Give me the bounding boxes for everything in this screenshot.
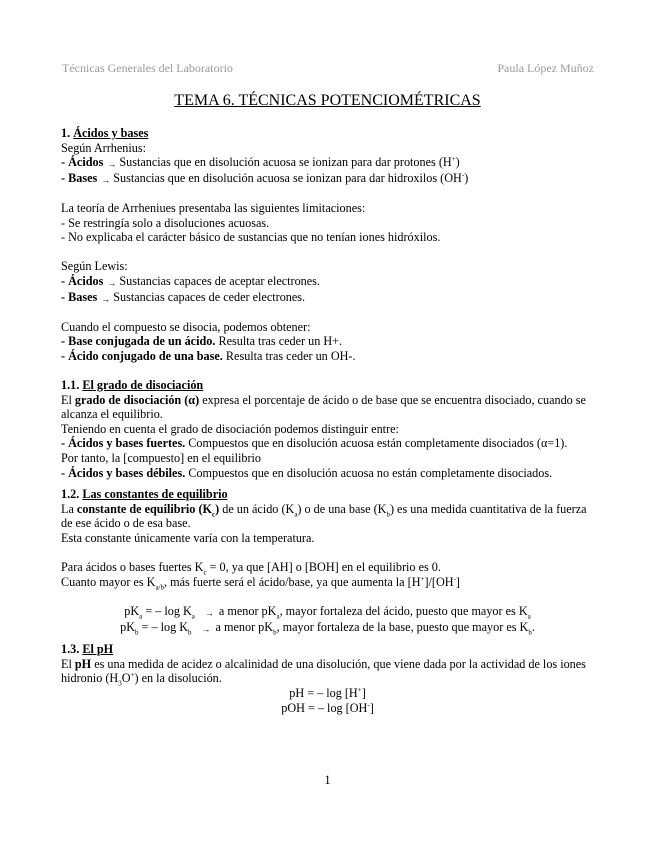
text: ] xyxy=(369,700,374,715)
limitations-intro: La teoría de Arrheniues presentaba las siguientes limitaciones: xyxy=(61,200,366,215)
text: a menor pK xyxy=(215,619,274,634)
term-label: constante de equilibrio (K xyxy=(76,501,212,516)
term-label: - Bases xyxy=(61,289,98,304)
document-body xyxy=(61,126,594,715)
superscript: + xyxy=(357,685,362,694)
ph-definition xyxy=(61,657,594,686)
document-title: TEMA 6. TÉCNICAS POTENCIOMÉTRICAS xyxy=(174,92,481,109)
lewis-intro: Según Lewis: xyxy=(61,259,128,274)
definition-text: Sustancias capaces de aceptar electrones. xyxy=(119,273,320,288)
text: , mayor fortaleza de la base, puesto que mayor es K xyxy=(276,619,529,634)
section-number: 1.2. xyxy=(61,487,83,502)
text: O xyxy=(121,671,131,686)
subscript: a xyxy=(191,612,195,621)
subscript: b xyxy=(386,510,390,519)
superscript: - xyxy=(367,700,370,709)
text: a menor pK xyxy=(218,604,277,618)
arrow-icon: → xyxy=(201,623,211,634)
conjugate-acid xyxy=(61,349,594,364)
subscript: c xyxy=(212,510,216,519)
limitation-item: - Se restringía solo a disoluciones acuosas. xyxy=(61,215,270,230)
arrow-icon: → xyxy=(101,174,111,185)
text: pOH = – log [OH xyxy=(281,700,368,715)
text: ] xyxy=(455,574,460,589)
definition-text: Resulta tras ceder un OH-. xyxy=(222,348,356,363)
section-title: El pH xyxy=(82,642,114,657)
section-1-1-heading xyxy=(61,378,594,393)
definition-text: Compuestos que en disolución acuosa no están completamente disociados. xyxy=(185,465,553,480)
page-number: 1 xyxy=(324,773,331,787)
arrow-icon: → xyxy=(101,293,111,304)
term-label: - Bases xyxy=(61,170,98,185)
subscript: a xyxy=(139,612,143,621)
section-1-heading xyxy=(61,126,594,141)
dissociation-definition xyxy=(61,393,594,422)
superscript: + xyxy=(130,671,135,680)
pkb-formula xyxy=(61,620,594,636)
section-1-2-heading xyxy=(61,487,594,502)
dissociation-intro: Teniendo en cuenta el grado de disociación podemos distinguir entre: xyxy=(61,421,399,436)
arrow-icon: → xyxy=(107,277,117,288)
text: Para ácidos o bases fuertes K xyxy=(61,560,204,575)
text: ] xyxy=(361,685,366,700)
text: = 0, ya que [AH] o [BOH] en el equilibrio es 0. xyxy=(206,560,441,575)
conjugate-base xyxy=(61,334,594,349)
text: ) xyxy=(215,501,220,516)
lewis-base xyxy=(61,290,594,306)
subscript: b xyxy=(273,628,277,637)
text: es una medida de acidez o alcalinidad de una disolución, que viene dada por la actividad de los iones hidronio (H xyxy=(61,656,586,686)
term-label: - Ácidos y bases fuertes. xyxy=(61,436,186,451)
text: , más fuerte será el ácido/base, ya que aumenta la [H xyxy=(164,574,421,589)
text: de un ácido (K xyxy=(219,501,295,516)
dissociation-intro: Cuando el compuesto se disocia, podemos obtener: xyxy=(61,319,311,334)
superscript: + xyxy=(420,574,425,583)
definition-text: Sustancias que en disolución acuosa se ionizan para dar protones (H xyxy=(119,155,452,170)
strong-acids-bases xyxy=(61,436,594,451)
text: Cuanto mayor es K xyxy=(61,574,156,589)
text: = – log K xyxy=(138,619,189,634)
section-number: 1.3. xyxy=(61,642,83,657)
text: El xyxy=(61,656,75,671)
definition-text: Compuestos que en disolución acuosa están completamente disociados (α=1). xyxy=(185,436,568,451)
term-label: - Ácidos xyxy=(61,273,104,288)
text: . xyxy=(531,619,535,634)
temperature-note: Esta constante únicamente varía con la temperatura. xyxy=(61,531,315,546)
weak-acids-bases xyxy=(61,466,594,481)
subscript: a xyxy=(276,612,280,621)
equilibrium-constant-definition xyxy=(61,502,594,531)
subscript: b xyxy=(135,628,139,637)
text: pK xyxy=(124,604,140,618)
section-number: 1.1. xyxy=(61,378,83,393)
strong-kc-note xyxy=(61,560,594,575)
section-title: Ácidos y bases xyxy=(73,126,149,140)
arrow-icon: → xyxy=(204,608,214,618)
subscript: a/b xyxy=(155,583,164,592)
pka-formula xyxy=(61,604,594,620)
section-1-3-heading xyxy=(61,642,594,657)
arrhenius-intro: Según Arrhenius: xyxy=(61,140,146,155)
text: , mayor fortaleza del ácido, puesto que mayor es K xyxy=(279,604,528,618)
subscript: b xyxy=(528,628,532,637)
term-label: - Ácidos xyxy=(61,155,104,170)
text: La xyxy=(61,501,77,516)
text: ) en la disolución. xyxy=(134,671,222,686)
header-author: Paula López Muñoz xyxy=(497,61,594,75)
subscript: a xyxy=(294,510,298,519)
header-course-title: Técnicas Generales del Laboratorio xyxy=(62,61,233,75)
term-label: - Base conjugada de un ácido. xyxy=(61,334,216,349)
superscript: - xyxy=(461,170,465,179)
definition-text: Sustancias capaces de ceder electrones. xyxy=(113,289,306,304)
term-label: pH xyxy=(74,656,92,671)
text: ]/[OH xyxy=(424,574,454,589)
text: ) es una medida cuantitativa de la fuerza de ese ácido o de esa base. xyxy=(61,501,587,531)
subscript: 3 xyxy=(118,679,122,688)
text: ) o de una base (K xyxy=(297,501,387,516)
ph-equation xyxy=(61,686,594,701)
arrhenius-acid: - Ácidos → Sustancias que en disolución acuosa se ionizan para dar protones (H+) xyxy=(61,155,594,171)
page-header xyxy=(62,61,594,77)
superscript: + xyxy=(451,155,456,164)
term-label: grado de disociación (α) xyxy=(74,392,200,407)
term-label: - Ácido conjugado de una base. xyxy=(61,348,223,363)
text: El xyxy=(61,392,75,407)
text: expresa el porcentaje de ácido o de base que se encuentra disociado, cuando se alcanza el equilibrio. xyxy=(61,392,586,422)
text: = – log K xyxy=(142,604,192,618)
section-title: Las constantes de equilibrio xyxy=(82,487,228,502)
section-number: 1. xyxy=(61,126,74,140)
definition-text: Resulta tras ceder un H+. xyxy=(215,334,343,349)
arrhenius-base: - Bases → Sustancias que en disolución acuosa se ionizan para dar hidroxilos (OH-) xyxy=(61,171,594,187)
arrow-icon: → xyxy=(107,159,117,170)
superscript: - xyxy=(453,574,456,583)
lewis-acid xyxy=(61,274,594,290)
strong-acids-bases-cont: Por tanto, la [compuesto] en el equilibrio xyxy=(61,451,262,466)
subscript: c xyxy=(203,568,207,577)
poh-equation xyxy=(61,701,594,716)
text: pH = – log [H xyxy=(289,685,358,700)
term-label: - Ácidos y bases débiles. xyxy=(61,465,186,480)
section-title: El grado de disociación xyxy=(82,378,204,393)
limitation-item: - No explicaba el carácter básico de sustancias que no tenían iones hidróxilos. xyxy=(61,230,441,245)
text: pK xyxy=(120,619,135,634)
subscript: a xyxy=(527,612,531,621)
ka-kb-note xyxy=(61,575,594,590)
definition-text: Sustancias que en disolución acuosa se ionizan para dar hidroxilos (OH xyxy=(113,170,462,185)
subscript: b xyxy=(188,628,192,637)
